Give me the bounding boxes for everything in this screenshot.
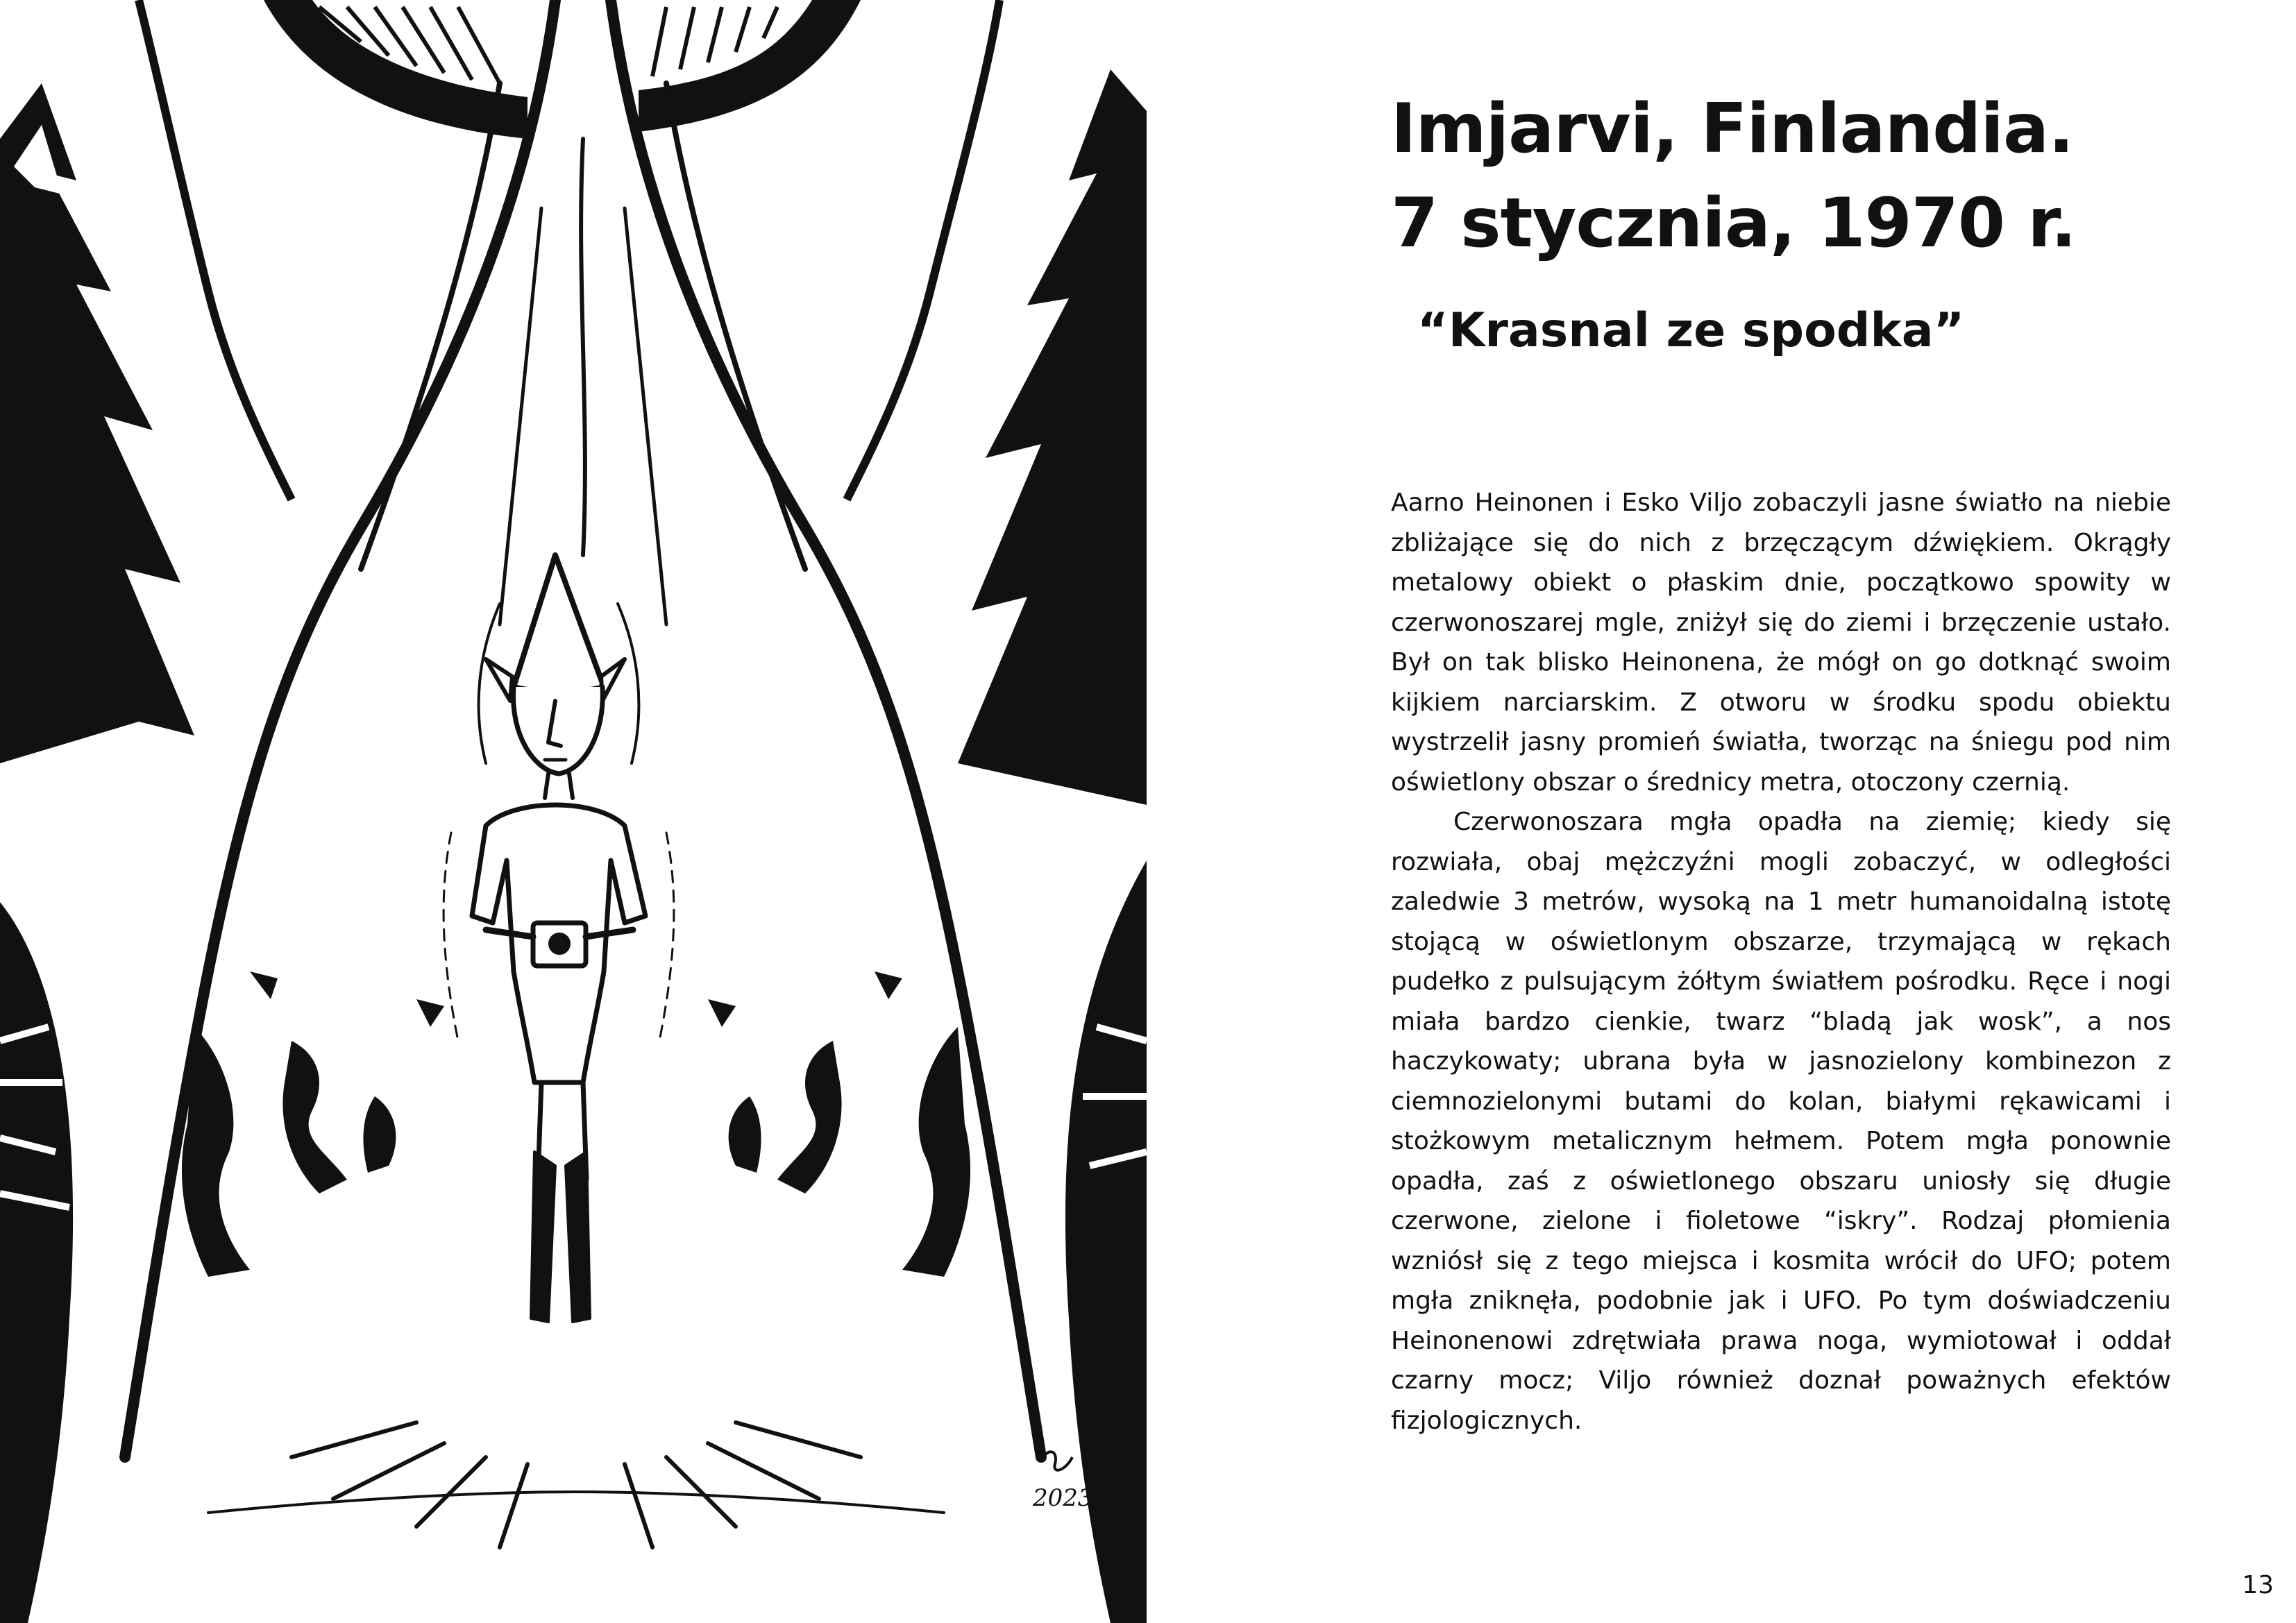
text-page [1147, 0, 2296, 1623]
body-text [1391, 483, 2171, 1441]
paragraph-1: Aarno Heinonen i Esko Viljo zobaczyli jasne światło na niebie zbliżające się do nich z brzęczącym dźwiękiem. Okrągły metalowy obiekt o płaskim dnie, początkowo spowity w czerwonoszarej mgle, zniżył się do ziemi i brzęczenie ustało. Był on tak blisko Heinonena, że mógł on go dotknąć swoim kijkiem narciarskim. Z otworu w środku spodu obiektu wystrzelił jasny promień światła, tworząc na śniegu pod nim oświetlony obszar o średnicy metra, otoczony czernią. [1391, 488, 2171, 797]
title-location: Imjarvi, Finlandia. [1391, 90, 2074, 169]
title-date: 7 stycznia, 1970 r. [1391, 184, 2076, 263]
illustration-page [0, 0, 1147, 1623]
gnome-illustration [0, 0, 1147, 1623]
page-title [1391, 82, 2076, 271]
page-number: 13 [2242, 1571, 2274, 1599]
light-pool [208, 1422, 944, 1547]
page-subtitle: “Krasnal ze spodka” [1417, 303, 1965, 358]
gnome-figure [444, 555, 674, 1322]
trees-right [847, 0, 1147, 1623]
signature-year: 2023. [1033, 1484, 1101, 1512]
paragraph-2: Czerwonoszara mgła opadła na ziemię; kiedy się rozwiała, obaj mężczyźni mogli zobaczyć, w odległości zaledwie 3 metrów, wysoką na 1 metr humanoidalną istotę stojącą w oświetlonym obszarze, trzymającą w rękach pudełko z pulsującym żółtym światłem pośrodku. Ręce i nogi miała bardzo cienkie, twarz “bladą jak wosk”, a nos haczykowaty; ubrana była w jasnozielony kombinezon z ciemnozielonymi butami do kolan, białymi rękawicami i stożkowym metalicznym hełmem. Potem mgła ponownie opadła, zaś z oświetlonego obszaru uniosły się długie czerwone, zielone i fioletowe “iskry”. Rodzaj płomienia wzniósł się z tego miejsca i kosmita wrócił do UFO; potem mgła zniknęła, podobnie jak i UFO. Po tym doświadczeniu Heinonenowi zdrętwiała prawa noga, wymiotował i oddał czarny mocz; Viljo również doznał poważnych efektów fizjologicznych. [1391, 808, 2171, 1435]
ufo-underside [264, 0, 861, 139]
